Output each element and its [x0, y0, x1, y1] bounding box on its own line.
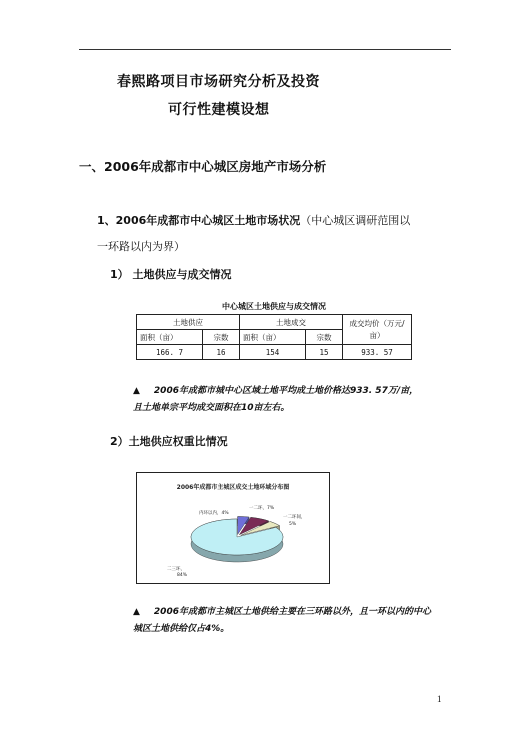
doc-title-line2: 可行性建模设想: [168, 102, 270, 118]
table-header-row: [137, 315, 412, 330]
triangle-bullet-icon: ▲: [133, 607, 140, 617]
header-deal: 土地成交: [240, 315, 343, 330]
chart-title: 2006年成都市主城区成交土地环域分布图: [176, 484, 290, 491]
table-row: [137, 345, 412, 360]
note-text-1: 2006年成都市城中心区域土地平均成土地价格达933. 57万/亩，且土地单宗平均成交面积在10亩左右。: [133, 386, 419, 413]
land-supply-table: [136, 314, 412, 360]
pie-slices: [191, 517, 283, 562]
table-caption: 中心城区土地供应与成交情况: [222, 302, 326, 311]
triangle-bullet-icon: ▲: [133, 386, 140, 396]
header-supply-area: 面积（亩）: [137, 330, 203, 345]
page-number: 1: [437, 694, 442, 704]
pie-chart-frame: [136, 472, 330, 584]
subsection-heading-bold: 1、2006年成都市中心城区土地市场状况: [97, 214, 301, 227]
subsection-heading-rest: （中心城区调研范围以: [300, 214, 411, 227]
pie-chart: [137, 473, 329, 583]
item-heading-2: 2）土地供应权重比情况: [110, 435, 228, 448]
doc-title-line1: 春熙路项目市场研究分析及投资: [117, 74, 320, 90]
subsection-heading-1: [97, 212, 410, 228]
header-supply-count: 宗数: [203, 330, 240, 345]
cell-deal-area: 154: [240, 345, 306, 360]
section-heading-1: 一、2006年成都市中心城区房地产市场分析: [79, 159, 327, 174]
header-deal-area: 面积（亩）: [240, 330, 306, 345]
label-ring3b: 84%: [177, 573, 188, 578]
note-text-2: 2006年成都市主城区土地供给主要在三环路以外，且一环以内的中心城区土地供给仅占4%。: [133, 607, 431, 634]
label-ring12: 一二环，7%: [249, 506, 275, 511]
subsection-heading-line2: 一环路以内为界）: [97, 240, 185, 253]
header-supply: 土地供应: [137, 315, 240, 330]
item-heading-1: 1） 土地供应与成交情况: [110, 268, 232, 281]
note-paragraph-2: [133, 604, 433, 638]
header-deal-count: 宗数: [306, 330, 343, 345]
label-inner: 内环以内，4%: [199, 511, 229, 516]
header-rule: [79, 49, 451, 50]
label-ring2b: 5%: [289, 522, 297, 527]
header-avg-price: 成交均价（万元/亩）: [343, 315, 412, 345]
cell-supply-area: 166. 7: [137, 345, 203, 360]
cell-deal-count: 15: [306, 345, 343, 360]
cell-supply-count: 16: [203, 345, 240, 360]
cell-avg-price: 933. 57: [343, 345, 412, 360]
label-ring2a: 一二环间，: [283, 515, 306, 520]
note-paragraph-1: [133, 383, 423, 417]
label-ring3a: 二三环，: [167, 567, 185, 572]
